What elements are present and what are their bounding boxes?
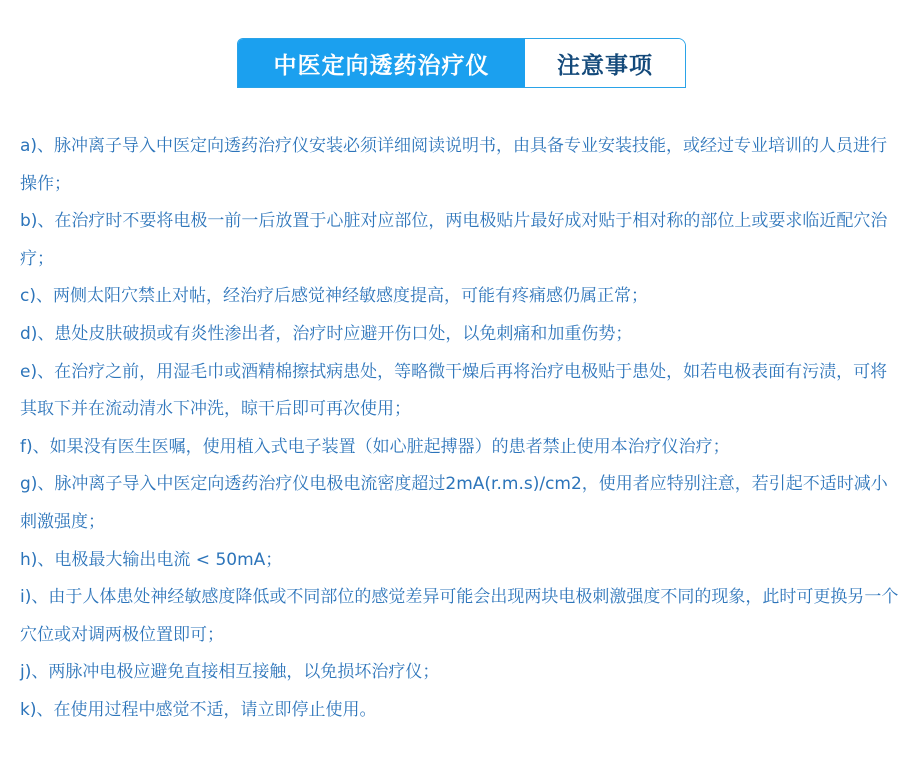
precaution-item-c: c)、两侧太阳穴禁止对帖，经治疗后感觉神经敏感度提高，可能有疼痛感仍属正常； (20, 286, 648, 307)
section-title-tab: 注意事项 (525, 39, 685, 87)
precaution-item-i: i)、由于人体患处神经敏感度降低或不同部位的感觉差异可能会出现两块电极刺激强度不同的现象，此时可更换另一个穴位或对调两极位置即可； (20, 587, 899, 645)
precaution-item-b: b)、在治疗时不要将电极一前一后放置于心脏对应部位，两电极贴片最好成对贴于相对称的部位上或要求临近配穴治疗； (20, 211, 888, 269)
precaution-item-e: e)、在治疗之前，用湿毛巾或酒精棉擦拭病患处，等略微干燥后再将治疗电极贴于患处，如若电极表面有污渍，可将其取下并在流动清水下冲洗，晾干后即可再次使用； (20, 361, 888, 420)
precaution-item-g: g)、脉冲离子导入中医定向透药治疗仪电极电流密度超过2mA(r.m.s)/cm2，使用者应特别注意，若引起不适时减小刺激强度； (20, 474, 888, 532)
precaution-item-k: k)、在使用过程中感觉不适，请立即停止使用。 (20, 699, 377, 720)
precaution-item-j: j)、两脉冲电极应避免直接相互接触，以免损坏治疗仪； (20, 662, 440, 683)
precaution-item-d: d)、患处皮肤破损或有炎性渗出者，治疗时应避开伤口处，以免刺痛和加重伤势； (20, 323, 633, 344)
precaution-item-a: a)、脉冲离子导入中医定向透药治疗仪安装必须详细阅读说明书，由具备专业安装技能，或经过专业培训的人员进行操作； (20, 136, 888, 194)
precaution-item-h: h)、电极最大输出电流 < 50mA； (20, 549, 283, 570)
section-header (237, 38, 686, 88)
precaution-item-f: f)、如果没有医生医嘱，使用植入式电子装置（如心脏起搏器）的患者禁止使用本治疗仪治疗； (20, 436, 730, 457)
precautions-list (20, 128, 900, 730)
product-name-tab: 中医定向透药治疗仪 (238, 39, 525, 87)
